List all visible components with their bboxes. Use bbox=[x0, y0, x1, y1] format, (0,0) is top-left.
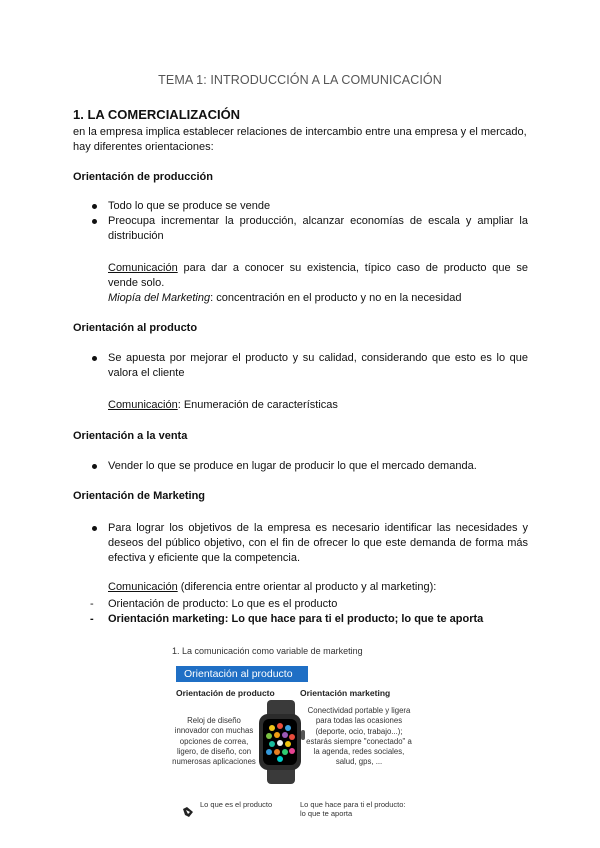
embedded-figure bbox=[168, 644, 414, 822]
comunicacion-text: (diferencia entre orientar al producto y al marketing): bbox=[177, 581, 437, 593]
figure-right-foot: Lo que hace para ti el producto: lo que te aporta bbox=[300, 800, 406, 818]
figure-left-heading: Orientación de producto bbox=[176, 688, 275, 698]
list-item: Todo lo que se produce se vende bbox=[92, 199, 528, 214]
marketing-bullets bbox=[92, 521, 528, 566]
heading-marketing: Orientación de Marketing bbox=[73, 490, 206, 502]
heading-producto: Orientación al producto bbox=[73, 322, 198, 334]
list-item: Para lograr los objetivos de la empresa es necesario identificar las necesidades y deseos del público objetivo, con el fin de ofrecer lo que este demanda de forma más efectiva y eficiente que la competencia. bbox=[92, 521, 528, 566]
figure-caption: 1. La comunicación como variable de marketing bbox=[172, 646, 363, 656]
miopia-text: : concentración en el producto y no en la necesidad bbox=[210, 292, 462, 304]
document-title: TEMA 1: INTRODUCCIÓN A LA COMUNICACIÓN bbox=[158, 73, 442, 87]
heading-venta: Orientación a la venta bbox=[73, 430, 188, 442]
marketing-comunicacion bbox=[108, 580, 528, 595]
figure-right-heading: Orientación marketing bbox=[300, 688, 391, 698]
comunicacion-label: Comunicación bbox=[108, 581, 178, 593]
comunicacion-text: : Enumeración de características bbox=[177, 399, 338, 411]
produccion-bullets bbox=[92, 199, 528, 244]
dash-item-producto: - Orientación de producto: Lo que es el producto bbox=[90, 598, 338, 610]
intro-line-2: hay diferentes orientaciones: bbox=[73, 140, 214, 153]
list-item: Se apuesta por mejorar el producto y su calidad, considerando que esto es lo que valora el cliente bbox=[92, 351, 528, 381]
comunicacion-label: Comunicación bbox=[108, 399, 178, 411]
comunicacion-text: para dar a conocer su existencia, típico caso de producto que se vende solo. bbox=[108, 262, 528, 289]
smartwatch-image bbox=[256, 700, 306, 784]
produccion-comunicacion bbox=[108, 261, 528, 291]
section-title: 1. LA COMERCIALIZACIÓN bbox=[73, 107, 241, 122]
miopia-label: Miopía del Marketing bbox=[108, 292, 211, 304]
figure-left-foot: Lo que es el producto bbox=[200, 800, 273, 809]
list-item: Vender lo que se produce en lugar de producir lo que el mercado demanda. bbox=[92, 459, 528, 474]
section-intro bbox=[73, 125, 528, 154]
dash-text: Orientación marketing: Lo que hace para ti el producto; lo que te aporta bbox=[108, 613, 484, 625]
figure-left-text: Reloj de diseño innovador con muchas opciones de correa, ligero, de diseño, con numerosas aplicaciones bbox=[172, 716, 256, 767]
intro-line-1: en la empresa implica establecer relaciones de intercambio entre una empresa y el mercado, bbox=[73, 126, 527, 138]
venta-bullets bbox=[92, 459, 528, 474]
heading-produccion: Orientación de producción bbox=[73, 171, 213, 183]
producto-comunicacion bbox=[108, 398, 528, 413]
figure-bar: Orientación al producto bbox=[176, 666, 308, 682]
comunicacion-label: Comunicación bbox=[108, 262, 178, 274]
producto-bullets bbox=[92, 351, 528, 381]
watch-crown bbox=[301, 730, 305, 740]
list-item: Preocupa incrementar la producción, alcanzar economías de escala y ampliar la distribución bbox=[92, 214, 528, 244]
dash-text: Orientación de producto: Lo que es el producto bbox=[108, 598, 338, 610]
figure-logo-icon bbox=[182, 806, 194, 818]
figure-right-text: Conectividad portable y ligera para todas las ocasiones (deporte, ocio, trabajo...); estarás siempre "conectado" a la agenda, redes sociales, salud, gps, ... bbox=[306, 706, 412, 767]
miopia-line bbox=[108, 291, 528, 306]
dash-item-marketing: - Orientación marketing: Lo que hace para ti el producto; lo que te aporta bbox=[90, 613, 484, 625]
